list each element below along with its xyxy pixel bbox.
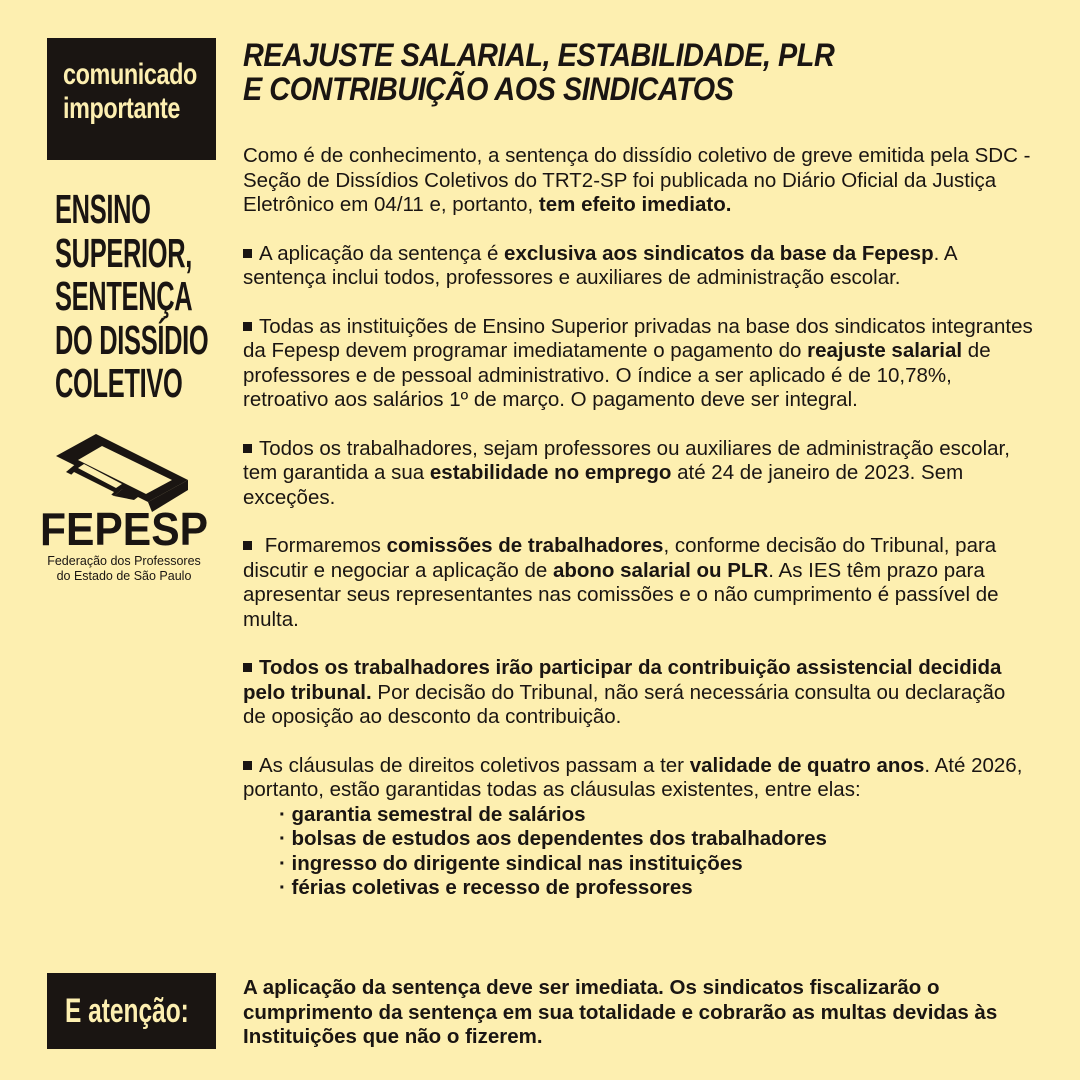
attention-badge (47, 973, 216, 1049)
headline (243, 38, 1063, 106)
paragraph-text: Todas as instituições de Ensino Superior privadas na base dos sindicatos integrantes da Fepesp devem programar imediatamente o pagamento do (243, 314, 1033, 362)
paragraph-emphasis: reajuste salarial (807, 339, 963, 362)
body-content (243, 144, 1033, 901)
paragraph-emphasis: tem efeito imediato. (538, 193, 732, 216)
paragraph-emphasis: comissões de trabalhadores (386, 534, 664, 557)
logo-subtitle (38, 554, 210, 583)
logo-subtitle-line-1: Federação dos Professores (47, 554, 201, 568)
paragraph-text: Por decisão do Tribunal, não será necessária consulta ou declaração de oposição ao desconto da contribuição. (243, 680, 1006, 728)
list-item: · férias coletivas e recesso de professores (279, 876, 693, 899)
attention-text: A aplicação da sentença deve ser imediata. Os sindicatos fiscalizarão o cumprimento da sentença em sua totalidade e cobrarão as multas devidas às Instituições que não o fizerem. (243, 976, 998, 1048)
headline-line-1: REAJUSTE SALARIAL, ESTABILIDADE, PLR (243, 37, 835, 73)
square-bullet-icon (243, 663, 252, 672)
paragraph-emphasis: estabilidade no emprego (429, 461, 672, 484)
badge-line-2: importante (63, 92, 181, 125)
fepesp-wordmark-text: FEPESP (40, 505, 208, 555)
headline-line-2: E CONTRIBUIÇÃO AOS SINDICATOS (243, 71, 734, 107)
list-item: · bolsas de estudos aos dependentes dos trabalhadores (279, 827, 827, 850)
paragraph-emphasis: Todos os trabalhadores irão participar da contribuição assistencial decidida pelo tribunal. (243, 656, 1002, 704)
logo-subtitle-line-2: do Estado de São Paulo (56, 568, 192, 583)
side-title-line: ENSINO (55, 186, 151, 232)
paragraph-text: Como é de conhecimento, a sentença do dissídio coletivo de greve emitida pela SDC - Seção de Dissídios Coletivos do TRT2-SP foi publicada no Diário Oficial da Justiça Eletrônico em 04/11 e, portanto, (243, 144, 1031, 216)
side-title-line: SUPERIOR, (55, 229, 193, 276)
side-title (55, 188, 255, 406)
paragraph-validity (243, 754, 1033, 803)
square-bullet-icon (243, 761, 252, 770)
paragraph-text: A aplicação da sentença é (259, 241, 505, 265)
paragraph-text: . As IES têm prazo para apresentar seus representantes nas comissões e o não cumprimento é passível de multa. (243, 558, 999, 631)
paragraph-emphasis: abono salarial ou PLR (552, 558, 769, 582)
paragraph-text: . A sentença inclui todos, professores e auxiliares de administração escolar. (243, 241, 957, 289)
side-title-line: COLETIVO (55, 360, 183, 406)
paragraph-emphasis: validade de quatro anos (689, 753, 925, 777)
list-item: · ingresso do dirigente sindical nas instituições (279, 851, 743, 875)
comunicado-importante-badge (47, 38, 216, 160)
square-bullet-icon (243, 322, 252, 331)
square-bullet-icon (243, 444, 252, 453)
paragraph-commissions (243, 534, 1033, 632)
list-item: · garantia semestral de salários (279, 802, 586, 826)
paragraph-text: até 24 de janeiro de 2023. Sem exceções. (243, 461, 964, 509)
paragraph-text: As cláusulas de direitos coletivos passam a ter (259, 753, 690, 777)
square-bullet-icon (243, 249, 252, 258)
paragraph-contribution (243, 656, 1033, 730)
paragraph-text: , conforme decisão do Tribunal, para discutir e negociar a aplicação de (243, 534, 997, 582)
clauses-list (279, 803, 1033, 901)
paragraph-text: de professores e de pessoal administrativo. O índice a ser aplicado é de 10,78%, retroativo aos salários 1º de março. O pagamento deve ser integral. (243, 339, 991, 411)
paragraph-text: Formaremos (259, 534, 387, 557)
square-bullet-icon (243, 541, 252, 550)
paragraph-text: . Até 2026, portanto, estão garantidas todas as cláusulas existentes, entre elas: (243, 753, 1023, 801)
side-title-line: SENTENÇA (55, 273, 193, 319)
paragraph-text: Todos os trabalhadores, sejam professores ou auxiliares de administração escolar, tem garantida a sua (243, 436, 1010, 484)
paragraph-application (243, 242, 1033, 291)
side-title-line: DO DISSÍDIO (55, 316, 209, 363)
paragraph-stability (243, 437, 1033, 511)
badge-line-1: comunicado (63, 58, 197, 91)
attention-label: E atenção: (65, 992, 189, 1030)
paragraph-readjustment (243, 315, 1033, 413)
paragraph-intro (243, 144, 1033, 218)
fepesp-wordmark (38, 505, 210, 555)
paragraph-emphasis: exclusiva aos sindicatos da base da Fepesp (504, 241, 934, 265)
